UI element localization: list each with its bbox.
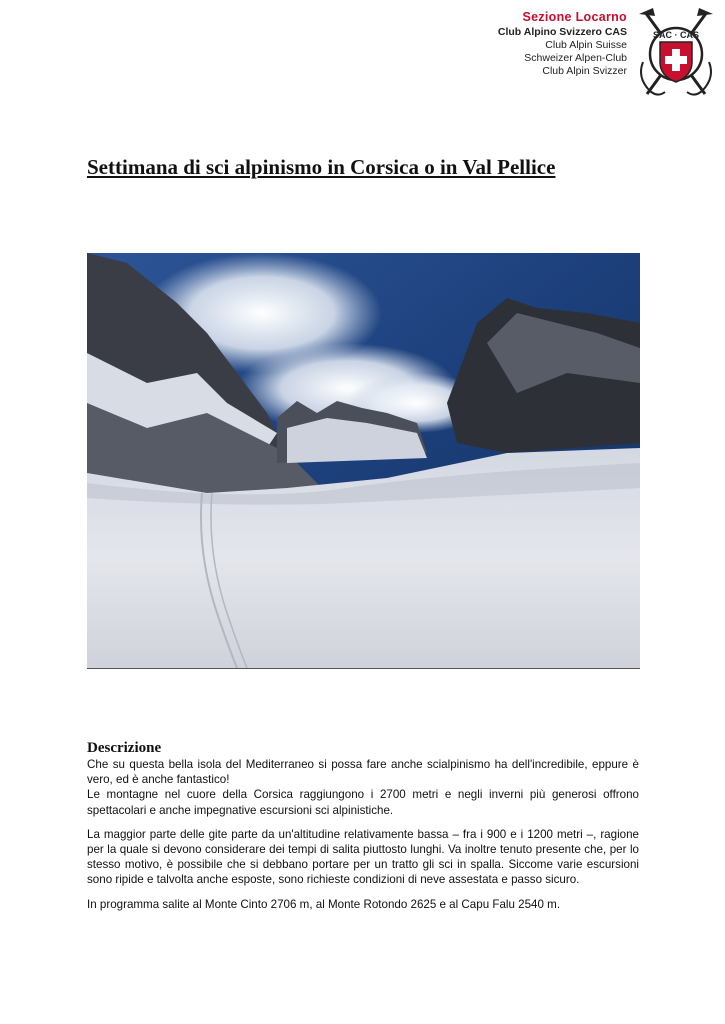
paragraph-3: La maggior parte delle gite parte da un'altitudine relativamente bassa – fra i 900 e i 1200 metri –, ragione per la quale si devono considerare dei tempi di salita piuttosto lunghi. Va inoltre tenuto presente che, per lo stesso motivo, è possibile che si debbano portare per un tratto gli sci in spalla. Siccome varie escursioni sono ripide e talvolta anche esposte, sono richieste condizioni di neve assestata e passo sicuro. xyxy=(87,827,639,887)
club-name-fr: Club Alpin Suisse xyxy=(545,39,627,51)
mountain-photo xyxy=(87,253,640,669)
logo-emblem-icon xyxy=(635,2,717,100)
club-name-rm: Club Alpin Svizzer xyxy=(542,65,627,77)
paragraph-1: Che su questa bella isola del Mediterraneo si possa fare anche scialpinismo ha dell'incredibile, eppure è vero, ed è anche fantastico! xyxy=(87,758,639,787)
sac-logo xyxy=(635,2,717,100)
page-title: Settimana di sci alpinismo in Corsica o in Val Pellice xyxy=(87,155,556,179)
paragraph-2: Le montagne nel cuore della Corsica raggiungono i 2700 metri e negli inverni più generosi offrono spettacolari e anche impegnative escursioni sci alpinistiche. xyxy=(87,788,639,817)
mountain-photo-image xyxy=(87,253,640,668)
section-name: Sezione Locarno xyxy=(522,10,627,24)
header-address xyxy=(498,9,627,78)
description-body xyxy=(87,757,639,921)
section-heading-descrizione: Descrizione xyxy=(87,740,162,756)
club-name: Club Alpino Svizzero CAS xyxy=(497,26,627,38)
logo-lettering: SAC · CAS xyxy=(652,30,700,40)
club-name-de: Schweizer Alpen-Club xyxy=(524,52,627,64)
paragraph-4: In programma salite al Monte Cinto 2706 m, al Monte Rotondo 2625 e al Capu Falu 2540 m. xyxy=(87,897,561,911)
